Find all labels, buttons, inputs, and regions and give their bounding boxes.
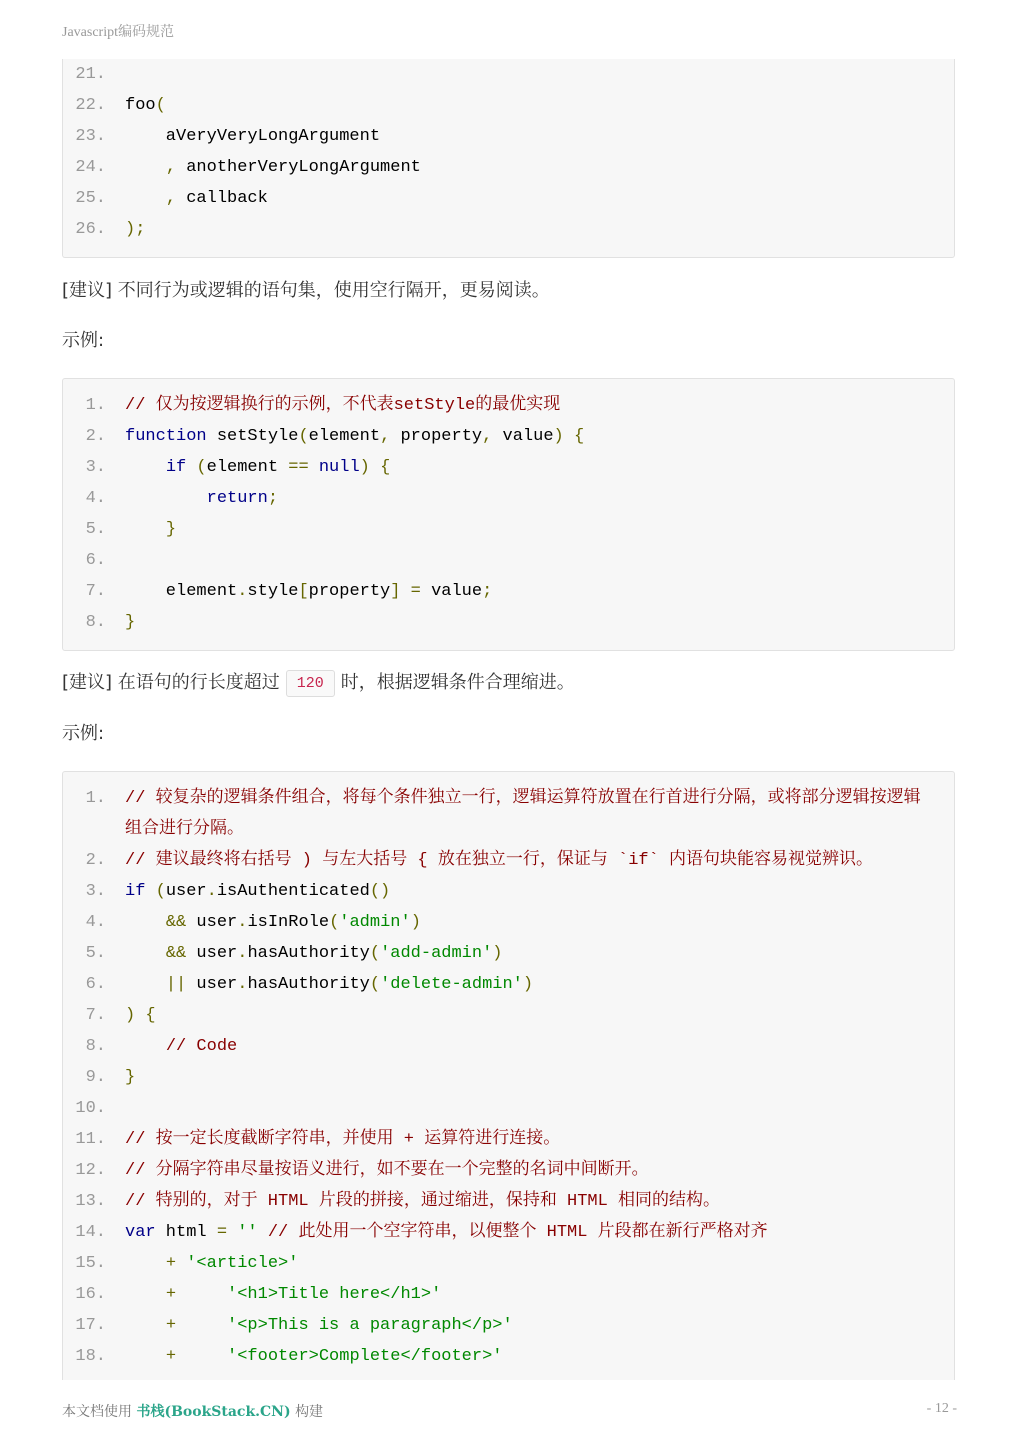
code-token: user (186, 913, 238, 932)
code-text (125, 90, 166, 121)
code-token: } (165, 520, 177, 539)
code-token: ( (298, 427, 309, 446)
code-token: { (380, 458, 391, 477)
code-token: } (125, 613, 136, 632)
code-token: style (247, 582, 299, 601)
code-token (309, 458, 319, 477)
code-text (125, 845, 873, 876)
code-token (125, 975, 166, 994)
code-token: && (165, 913, 187, 932)
code-token: '<p>This is a paragraph</p>' (227, 1316, 513, 1335)
code-token (135, 1006, 145, 1025)
code-token: && (165, 944, 187, 963)
code-block-logic-indent (62, 771, 955, 1380)
code-token: 'admin' (339, 913, 411, 932)
code-token: // 按一定长度截断字符串，并使用 + 运算符进行连接。 (125, 1130, 561, 1149)
code-text (125, 483, 278, 514)
code-token: ( (369, 944, 381, 963)
code-line (63, 845, 954, 876)
code-token (125, 458, 166, 477)
code-token (125, 1285, 166, 1304)
line-number: 8. (85, 1037, 106, 1056)
code-token: ) (125, 1006, 136, 1025)
code-token (125, 489, 207, 508)
code-token: == (288, 458, 309, 477)
code-token: '<h1>Title here</h1>' (227, 1285, 442, 1304)
code-text (125, 1310, 513, 1341)
code-token (258, 1223, 268, 1242)
code-token: // 建议最终将右括号 ) 与左大括号 { 放在独立一行，保证与 `if` 内语句块能容易视觉辨识。 (125, 851, 874, 870)
code-token: // 分隔字符串尽量按语义进行，如不要在一个完整的名词中间断开。 (125, 1161, 649, 1180)
line-number: 2. (85, 427, 106, 446)
code-token: if (125, 882, 146, 901)
code-token: + (165, 1347, 177, 1366)
code-token: ; (482, 582, 493, 601)
line-number: 22. (75, 96, 106, 115)
code-text (125, 152, 421, 183)
code-token: value (420, 582, 483, 601)
code-token: . (237, 975, 248, 994)
line-number: 7. (85, 582, 106, 601)
code-token: property (308, 582, 391, 601)
code-text (125, 390, 560, 421)
code-token (125, 189, 166, 208)
code-token: ] (390, 582, 401, 601)
footer-credit (62, 1401, 323, 1421)
code-token: () (369, 882, 391, 901)
recommendation-text-before: [建议] 在语句的行长度超过 (62, 672, 280, 693)
line-number: 12. (75, 1161, 106, 1180)
code-token: if (165, 458, 187, 477)
code-text (125, 1155, 649, 1186)
code-token: anotherVeryLongArgument (176, 158, 421, 177)
code-text (125, 1186, 720, 1217)
code-line (63, 576, 954, 607)
line-number: 6. (85, 551, 106, 570)
code-token: . (206, 882, 217, 901)
code-token: // 仅为按逻辑换行的示例，不代表setStyle的最优实现 (125, 396, 561, 415)
code-text (125, 1000, 156, 1031)
code-text (125, 783, 921, 814)
code-text (125, 421, 584, 452)
code-line (63, 1217, 954, 1248)
line-number: 8. (85, 613, 106, 632)
code-line (63, 1186, 954, 1217)
code-token: hasAuthority (247, 944, 370, 963)
line-number: 11. (75, 1130, 106, 1149)
code-token: ) (359, 458, 370, 477)
line-number: 18. (75, 1347, 106, 1366)
code-token (400, 582, 410, 601)
code-line (63, 607, 954, 638)
code-block-set-style (62, 378, 955, 651)
code-token: , (165, 158, 177, 177)
code-text (125, 452, 390, 483)
bookstack-link[interactable]: 书栈(BookStack.CN) (136, 1404, 291, 1420)
example-label: 示例: (62, 723, 105, 744)
code-token: ( (196, 458, 207, 477)
code-line (63, 1310, 954, 1341)
code-token: '' (237, 1223, 258, 1242)
code-token: ; (267, 489, 279, 508)
code-token: + (165, 1316, 177, 1335)
code-text (125, 1217, 768, 1248)
code-line (63, 783, 954, 814)
code-token: + (165, 1285, 177, 1304)
code-text (125, 514, 176, 545)
code-token: return (206, 489, 268, 508)
code-text (125, 576, 492, 607)
code-token: 组合进行分隔。 (125, 820, 244, 839)
code-text (125, 607, 135, 638)
code-token: ( (155, 96, 166, 115)
code-token: user (186, 975, 238, 994)
code-line (63, 452, 954, 483)
code-token: isAuthenticated (216, 882, 370, 901)
code-text (125, 876, 390, 907)
line-number: 26. (75, 220, 106, 239)
code-line (63, 59, 954, 90)
code-token: || (165, 975, 187, 994)
code-line (63, 183, 954, 214)
line-number: 7. (85, 1006, 106, 1025)
code-text (125, 969, 533, 1000)
code-line (63, 152, 954, 183)
line-number: 3. (85, 458, 106, 477)
code-token: ( (369, 975, 381, 994)
page-number: - 12 - (926, 1401, 957, 1416)
code-line (63, 1000, 954, 1031)
code-line (63, 876, 954, 907)
code-token: // 特别的，对于 HTML 片段的拼接，通过缩进，保持和 HTML 相同的结构。 (125, 1192, 721, 1211)
line-number: 1. (85, 396, 106, 415)
code-token: // 此处用一个空字符串，以便整个 HTML 片段都在新行严格对齐 (267, 1223, 768, 1242)
line-number: 4. (85, 913, 106, 932)
code-line (63, 90, 954, 121)
line-number: 14. (75, 1223, 106, 1242)
code-text (125, 1031, 237, 1062)
code-token (145, 882, 155, 901)
code-token (125, 1316, 166, 1335)
code-token: hasAuthority (247, 975, 370, 994)
code-line (63, 1031, 954, 1062)
code-token: var (125, 1223, 156, 1242)
code-token: setStyle (206, 427, 299, 446)
code-token: , (482, 427, 493, 446)
code-token: 'delete-admin' (380, 975, 523, 994)
footer-suffix: 构建 (295, 1404, 324, 1420)
code-token (125, 520, 166, 539)
code-token: ); (125, 220, 146, 239)
code-line (63, 545, 954, 576)
code-text (125, 183, 268, 214)
code-line (63, 907, 954, 938)
line-number: 13. (75, 1192, 106, 1211)
line-number: 3. (85, 882, 106, 901)
code-line (63, 390, 954, 421)
code-line (63, 1279, 954, 1310)
code-text (125, 1341, 502, 1372)
code-token: { (573, 427, 585, 446)
line-number: 17. (75, 1316, 106, 1335)
code-line (63, 483, 954, 514)
code-token: ( (155, 882, 166, 901)
code-token: + (165, 1254, 177, 1273)
inline-code-line-limit: 120 (286, 670, 335, 697)
code-token (564, 427, 574, 446)
line-number: 5. (85, 520, 106, 539)
example-label: 示例: (62, 330, 105, 351)
code-token (125, 158, 166, 177)
code-text (125, 121, 380, 152)
code-token: aVeryVeryLongArgument (125, 127, 381, 146)
line-number: 23. (75, 127, 106, 146)
code-token: [ (298, 582, 309, 601)
code-text (125, 814, 244, 845)
code-token: . (237, 944, 248, 963)
code-text (125, 907, 421, 938)
code-token: '<article>' (186, 1254, 299, 1273)
code-token (227, 1223, 237, 1242)
code-token: = (216, 1223, 228, 1242)
code-token: // Code (165, 1037, 238, 1056)
code-token: user (186, 944, 238, 963)
line-number: 16. (75, 1285, 106, 1304)
code-token (125, 1254, 166, 1273)
code-token (125, 913, 166, 932)
line-number: 15. (75, 1254, 106, 1273)
code-text (125, 1124, 560, 1155)
code-token: ) (553, 427, 564, 446)
footer-prefix: 本文档使用 (62, 1404, 132, 1420)
code-token: , (165, 189, 177, 208)
line-number: 2. (85, 851, 106, 870)
code-token: callback (176, 189, 268, 208)
code-token (176, 1254, 186, 1273)
code-token: property (390, 427, 483, 446)
line-number: 10. (75, 1099, 106, 1118)
code-token: 'add-admin' (380, 944, 493, 963)
code-line (63, 421, 954, 452)
code-token: element (206, 458, 289, 477)
recommendation-blank-lines: [建议] 不同行为或逻辑的语句集，使用空行隔开，更易阅读。 (62, 280, 550, 301)
line-number: 24. (75, 158, 106, 177)
code-token: // 较复杂的逻辑条件组合，将每个条件独立一行，逻辑运算符放置在行首进行分隔，或将部分逻辑按逻辑 (125, 789, 921, 808)
code-line (63, 1341, 954, 1372)
line-number: 5. (85, 944, 106, 963)
code-token: . (237, 913, 248, 932)
code-text (125, 1062, 135, 1093)
code-token: } (125, 1068, 136, 1087)
code-token (370, 458, 380, 477)
recommendation-text-after: 时，根据逻辑条件合理缩进。 (340, 672, 575, 693)
code-token (176, 1316, 227, 1335)
code-token: function (125, 427, 207, 446)
code-token: element (308, 427, 381, 446)
code-line (63, 969, 954, 1000)
code-line (63, 1062, 954, 1093)
code-line (63, 1124, 954, 1155)
code-line (63, 1155, 954, 1186)
code-token: foo (125, 96, 156, 115)
line-number: 6. (85, 975, 106, 994)
code-token: '<footer>Complete</footer>' (227, 1347, 503, 1366)
code-text (125, 1279, 441, 1310)
code-token: isInRole (247, 913, 330, 932)
code-line (63, 938, 954, 969)
code-token (125, 1037, 166, 1056)
code-token (186, 458, 196, 477)
code-token: user (165, 882, 207, 901)
page-header-title: Javascript编码规范 (62, 25, 174, 40)
line-number: 21. (75, 65, 106, 84)
code-line (63, 814, 954, 845)
code-token: html (155, 1223, 217, 1242)
code-token: ) (410, 913, 421, 932)
code-token (176, 1285, 227, 1304)
code-token: { (145, 1006, 156, 1025)
code-line (63, 121, 954, 152)
code-token: element (125, 582, 238, 601)
code-token (125, 944, 166, 963)
code-line (63, 1093, 954, 1124)
line-number: 4. (85, 489, 106, 508)
code-block-function-call (62, 59, 955, 258)
line-number: 1. (85, 789, 106, 808)
code-token: ) (492, 944, 503, 963)
code-line (63, 1248, 954, 1279)
code-token (176, 1347, 227, 1366)
code-line (63, 214, 954, 245)
code-token: value (492, 427, 554, 446)
code-token: . (237, 582, 248, 601)
code-line (63, 514, 954, 545)
code-text (125, 938, 502, 969)
code-token: = (410, 582, 421, 601)
line-number: 25. (75, 189, 106, 208)
line-number: 9. (85, 1068, 106, 1087)
recommendation-line-length (62, 668, 575, 698)
code-token (125, 1347, 166, 1366)
code-token: , (380, 427, 391, 446)
code-token: ( (329, 913, 340, 932)
code-token: null (318, 458, 360, 477)
code-text (125, 1248, 298, 1279)
code-text (125, 214, 145, 245)
code-token: ) (522, 975, 534, 994)
